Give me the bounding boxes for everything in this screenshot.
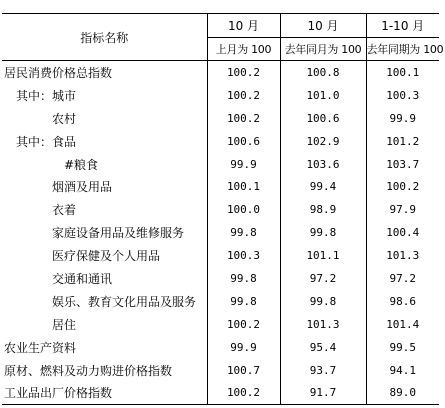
value-cell-1: 99.8 [207, 221, 280, 244]
table-row [2, 336, 439, 359]
value-cell-2: 101.1 [280, 244, 366, 267]
header-indicator-name: 指标名称 [2, 14, 207, 61]
value-cell-2: 99.4 [280, 175, 366, 198]
price-index-table [2, 13, 444, 405]
indicator-name-cell: 其中：城市 [2, 84, 207, 107]
indicator-name-cell: 农村 [2, 107, 207, 130]
value-cell-3: 101.2 [386, 134, 420, 148]
table-row [2, 381, 439, 404]
header-col2-base: 去年同月为 100 [280, 37, 366, 61]
value-cell-1: 100.0 [207, 198, 280, 221]
value-cell-3: 97.2 [389, 271, 416, 285]
table-row [2, 267, 439, 290]
value-cell-2: 95.4 [280, 336, 366, 359]
indicator-name-cell: 工业品出厂价格指数 [2, 381, 207, 404]
indicator-name-cell: 烟酒及用品 [2, 175, 207, 198]
value-cell-3: 100.3 [386, 88, 420, 102]
value-cell-1: 100.6 [207, 130, 280, 153]
indicator-name-cell: 原材、燃料及动力购进价格指数 [2, 359, 207, 382]
value-cell-2: 93.7 [280, 359, 366, 382]
value-cell-3: 98.6 [389, 294, 416, 308]
value-cell-3: 97.9 [389, 203, 416, 217]
table-row [2, 107, 439, 130]
value-cell-3: 89.0 [366, 381, 439, 404]
value-cell-1: 99.8 [207, 290, 280, 313]
header-col1-base: 上月为 100 [207, 37, 280, 61]
value-cell-3: 94.1 [389, 363, 416, 377]
header-col3-period: 1-10 月 [366, 14, 439, 38]
value-cell-3: 100.2 [386, 180, 420, 194]
value-cell-2: 100.6 [280, 107, 366, 130]
indicator-name-cell: 衣着 [2, 198, 207, 221]
table-row [2, 84, 439, 107]
indicator-name-cell: 家庭设备用品及维修服务 [2, 221, 207, 244]
value-cell-1: 99.9 [207, 153, 280, 176]
value-cell-1: 100.3 [207, 244, 280, 267]
table-row [2, 61, 439, 84]
value-cell-2: 91.7 [280, 381, 366, 404]
indicator-name-cell: 居民消费价格总指数 [2, 61, 207, 84]
table-row [2, 313, 439, 336]
value-cell-1: 100.2 [207, 107, 280, 130]
value-cell-2: 101.0 [280, 84, 366, 107]
value-cell-2: 99.8 [280, 221, 366, 244]
header-col1-period: 10 月 [207, 14, 280, 38]
indicator-name-cell: 医疗保健及个人用品 [2, 244, 207, 267]
value-cell-3: 99.9 [389, 111, 416, 125]
indicator-name-cell: #粮食 [2, 153, 207, 176]
value-cell-3: 100.4 [386, 226, 420, 240]
indicator-name-cell: 其中：食品 [2, 130, 207, 153]
indicator-name-cell: 娱乐、教育文化用品及服务 [2, 290, 207, 313]
value-cell-3: 100.1 [386, 65, 420, 79]
value-cell-1: 100.1 [207, 175, 280, 198]
table-body [2, 61, 439, 405]
value-cell-2: 97.2 [280, 267, 366, 290]
value-cell-1: 100.7 [207, 359, 280, 382]
table-row [2, 290, 439, 313]
value-cell-2: 102.9 [280, 130, 366, 153]
table-row [2, 175, 439, 198]
value-cell-3: 101.3 [386, 249, 420, 263]
value-cell-3: 101.4 [386, 317, 420, 331]
table-row [2, 198, 439, 221]
value-cell-2: 98.9 [280, 198, 366, 221]
value-cell-2: 103.6 [280, 153, 366, 176]
table-row [2, 130, 439, 153]
value-cell-1: 100.2 [207, 84, 280, 107]
value-cell-3: 99.5 [389, 340, 416, 354]
value-cell-1: 99.9 [207, 336, 280, 359]
value-cell-2: 101.3 [280, 313, 366, 336]
indicator-name-cell: 交通和通讯 [2, 267, 207, 290]
value-cell-1: 100.2 [207, 61, 280, 84]
table-row [2, 359, 439, 382]
table-row [2, 153, 439, 176]
header-col2-period: 10 月 [280, 14, 366, 38]
value-cell-2: 100.8 [280, 61, 366, 84]
table-row [2, 244, 439, 267]
value-cell-1: 100.2 [207, 381, 280, 404]
indicator-name-cell: 居住 [2, 313, 207, 336]
value-cell-1: 99.8 [207, 267, 280, 290]
table-row [2, 221, 439, 244]
value-cell-3: 103.7 [386, 157, 420, 171]
header-col3-base: 去年同期为 100 [366, 37, 439, 61]
indicator-name-cell: 农业生产资料 [2, 336, 207, 359]
value-cell-1: 100.2 [207, 313, 280, 336]
value-cell-2: 99.8 [280, 290, 366, 313]
